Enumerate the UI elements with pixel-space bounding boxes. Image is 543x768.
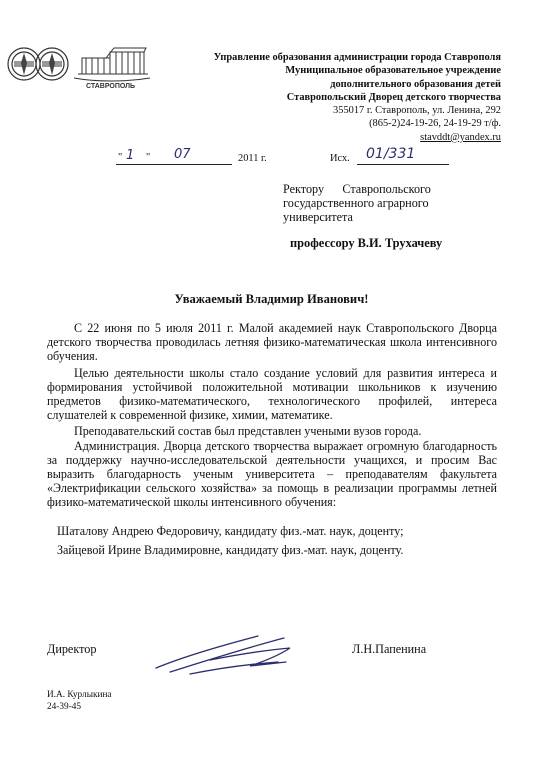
org-line-1: Управление образования администрации города Ставрополя — [213, 52, 501, 63]
medal-emblems — [6, 36, 154, 98]
org-phones: (865-2)24-19-26, 24-19-29 т/ф. — [369, 118, 501, 130]
executor-phone: 24-39-45 — [47, 702, 82, 712]
executor-block — [47, 689, 112, 713]
logo-caption: СТАВРОПОЛЬ — [86, 83, 136, 90]
org-email: stavddt@yandex.ru — [420, 131, 501, 143]
addressee-block — [283, 182, 515, 225]
palace-building-icon — [74, 48, 150, 81]
paragraph-1: С 22 июня по 5 июля 2011 г. Малой академией наук Ставропольского Дворца детского творчества проводилась летняя физико-математическая школа интенсивного обучения. — [47, 321, 497, 364]
signature-name: Л.Н.Папенина — [352, 642, 427, 656]
thanks-item-1: Шаталову Андрею Федоровичу, кандидату физ.-мат. наук, доценту; — [57, 523, 404, 538]
org-line-3: дополнительного образования детей — [330, 78, 501, 90]
date-year: 2011 г. — [238, 153, 267, 164]
organization-header — [178, 51, 501, 144]
date-month: 07 — [174, 147, 191, 162]
org-address: 355017 г. Ставрополь, ул. Ленина, 292 — [333, 105, 501, 117]
thanks-item-2: Зайцевой Ирине Владимировне, кандидату физ.-мат. наук, доценту. — [57, 542, 404, 557]
date-day: 1 — [126, 148, 135, 163]
addressee-line-3: университета — [283, 210, 353, 225]
thanks-list — [47, 524, 497, 557]
addressee-line-2: государственного аграрного — [283, 196, 429, 211]
org-line-2: Муниципальное образовательное учреждение — [285, 65, 501, 77]
paragraph-4: Администрация. Дворца детского творчества выражает огромную благодарность за поддержку научно-исследовательской деятельности учащихся, и просим Вас выразить благодарность ученым университета – преподавателям факультета «Электрификации сельского хозяйства» за помощь в реализации программы летней физико-математической школы интенсивного обучения: — [47, 438, 497, 510]
paragraph-3: Преподавательский состав был представлен учеными вузов города. — [74, 424, 422, 439]
paragraph-2: Целью деятельности школы стало создание условий для развития интереса и формирования устойчивой положительной мотивации школьников к изучению предметов физико-математического, технологического профилей, интереса слушателей к современной физике, химии, математике. — [47, 365, 497, 423]
quote-close: " — [146, 152, 151, 163]
addressee-professor: профессору В.И. Трухачеву — [290, 236, 443, 250]
outgoing-number: 01/331 — [366, 146, 416, 162]
outgoing-label: Исх. — [330, 153, 350, 164]
org-line-4: Ставропольский Дворец детского творчества — [286, 91, 501, 103]
executor-name: И.А. Курлыкина — [47, 690, 112, 700]
letter-body — [47, 321, 497, 557]
organization-logos — [6, 36, 154, 98]
greeting: Уважаемый Владимир Иванович! — [174, 292, 369, 306]
date-underline — [116, 164, 232, 165]
quote-open: " — [118, 152, 123, 163]
handwritten-signature — [150, 628, 300, 680]
addressee-line-1: Ректору Ставропольского — [283, 182, 431, 196]
signature-title: Директор — [47, 642, 97, 656]
outgoing-underline — [357, 164, 449, 165]
